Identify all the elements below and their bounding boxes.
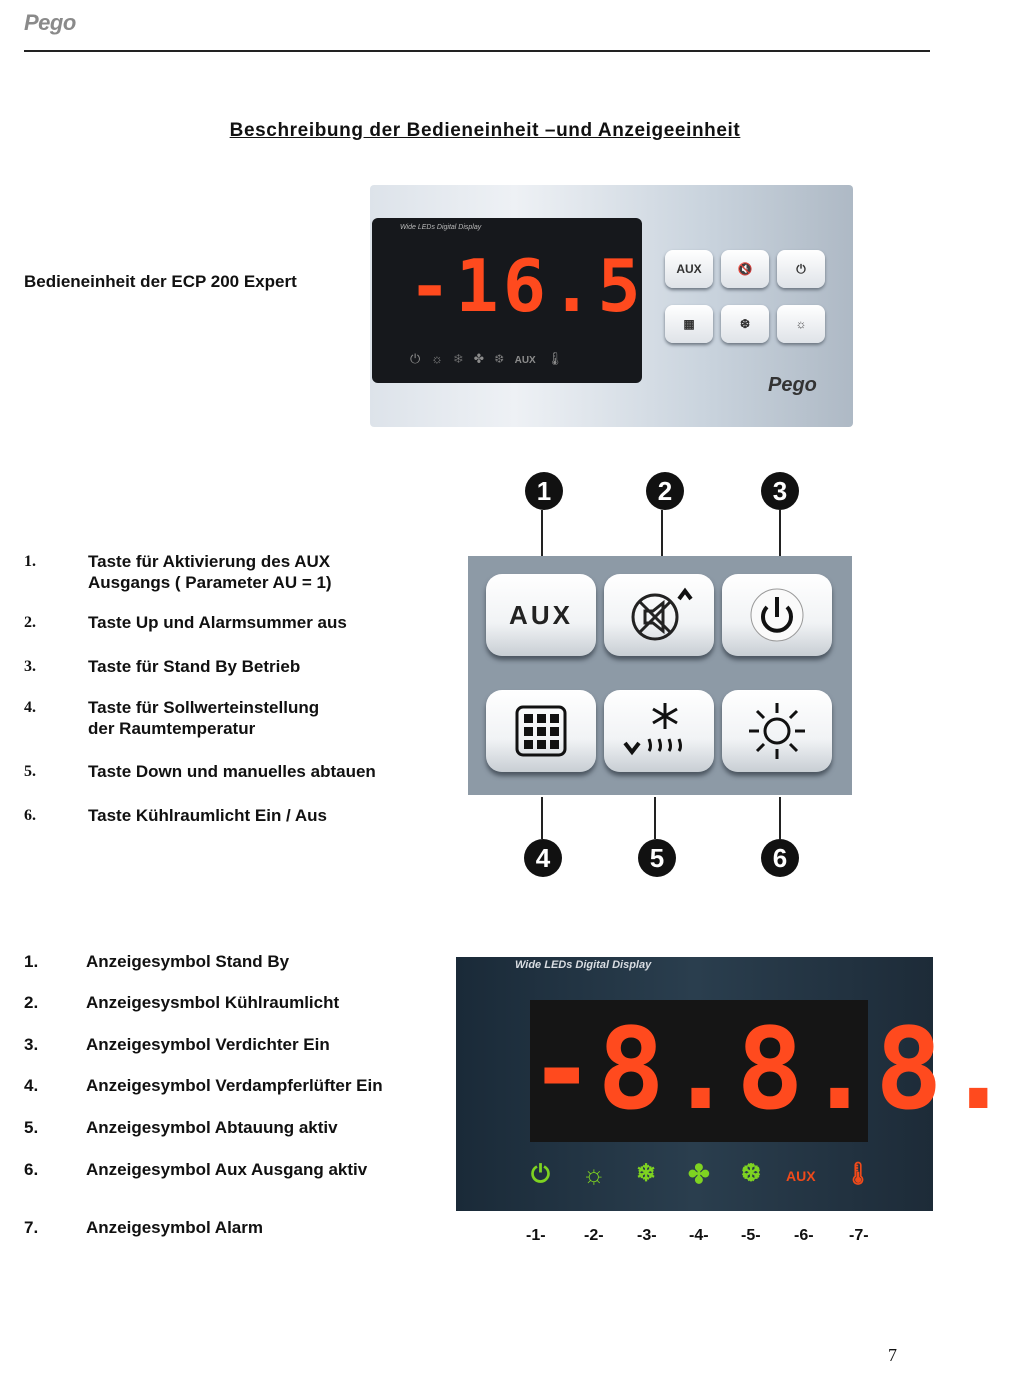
symbol-item-1-text: Anzeigesymbol Stand By [86,952,290,971]
symbol-item-3-text: Anzeigesymbol Verdichter Ein [86,1035,330,1054]
mute-icon: 🔇 [737,262,753,276]
button-item-6-number: 6. [24,807,36,824]
leader-line-4 [541,797,543,839]
symbol-item-1-number: 1. [24,952,39,971]
device-defrost-down-button [721,305,769,343]
page-number: 7 [888,1345,897,1365]
symbol-item-7-number: 7. [24,1218,39,1237]
badge-3: 3 [761,472,799,510]
indicator-label-7: -7- [849,1227,869,1244]
indicator-label-6: -6- [794,1227,814,1244]
symbol-item-5-text: Anzeigesymbol Abtauung aktiv [86,1118,338,1137]
power-icon: ⏻ [796,261,806,276]
setpoint-key [486,690,596,772]
page-title: Beschreibung der Bedieneinheit –und Anzeigeeinheit [229,120,741,141]
button-item-3-text: Taste für Stand By Betrieb [88,657,301,676]
badge-4: 4 [524,839,562,877]
button-item-2-number: 2. [24,614,36,631]
display-caption: Wide LEDs Digital Display [515,959,652,971]
device-mute-up-button [721,250,769,288]
leader-line-6 [779,797,781,839]
aux-key [486,574,596,656]
grid-icon: ▦ [683,317,695,331]
defrost-indicator-icon: ❆ [741,1160,762,1187]
button-item-2-text: Taste Up und Alarmsummer aus [88,613,347,632]
light-icon: ☼ [795,317,807,331]
fan-icon: ✤ [473,351,484,366]
leader-line-2 [661,510,663,558]
keypad-grid-icon [511,701,571,761]
standby-indicator-icon: ⏻ [531,1161,550,1188]
symbol-item-2-number: 2. [24,993,39,1012]
aux-indicator: AUX [786,1168,816,1184]
symbol-item-6-text: Anzeigesymbol Aux Ausgang aktiv [86,1160,368,1179]
device-brand: Pego [768,374,817,396]
alarm-indicator-icon: 🌡 [844,1161,872,1186]
alarm-icon: 🌡 [546,351,564,366]
light-icon: ☼ [431,351,444,366]
indicator-label-1: -1- [526,1227,546,1244]
indicator-label-4: -4- [689,1227,709,1244]
light-icon [745,699,809,763]
device-light-button [777,305,825,343]
button-item-6-text: Taste Kühlraumlicht Ein / Aus [88,806,327,825]
defrost-icon: ❆ [494,351,504,366]
device-aux-button: AUX [665,250,713,288]
symbol-item-6-number: 6. [24,1160,39,1179]
device-indicator-row [410,351,563,367]
indicator-label-2: -2- [584,1227,604,1244]
badge-5: 5 [638,839,676,877]
compressor-indicator-icon: ❄ [636,1160,657,1187]
unit-label: Bedieneinheit der ECP 200 Expert [24,272,297,291]
standby-key [722,574,832,656]
button-item-4-number: 4. [24,699,36,716]
button-item-4-text: Taste für Sollwerteinstellung der Raumtemperatur [88,698,320,738]
badge-1: 1 [525,472,563,510]
device-setpoint-button [665,305,713,343]
button-item-5-text: Taste Down und manuelles abtauen [88,762,376,781]
leader-line-5 [654,797,656,839]
symbol-item-4-number: 4. [24,1076,39,1095]
power-icon [747,585,807,645]
symbol-item-7-text: Anzeigesymbol Alarm [86,1218,263,1237]
fan-indicator-icon: ✤ [688,1159,710,1189]
leader-line-3 [779,510,781,558]
mute-up-key [604,574,714,656]
defrost-down-icon [619,699,699,763]
symbol-item-3-number: 3. [24,1035,39,1054]
symbol-item-4-text: Anzeigesymbol Verdampferlüfter Ein [86,1076,383,1095]
indicator-label-5: -5- [741,1227,761,1244]
mute-up-icon [619,585,699,645]
button-item-3-number: 3. [24,658,36,675]
header-rule [24,50,930,52]
button-item-5-number: 5. [24,763,36,780]
light-indicator-icon: ☼ [582,1159,606,1189]
device-standby-button [777,250,825,288]
button-item-1-number: 1. [24,553,36,570]
snowflake-icon: ❄ [453,351,463,366]
button-item-1-text: Taste für Aktivierung des AUX Ausgangs ( Parameter AU = 1) [88,552,332,592]
device-aux-indicator: AUX [514,355,536,366]
device-reading: -16.5 [408,244,645,328]
pego-logo: Pego [24,10,76,35]
symbol-item-2-text: Anzeigesysmbol Kühlraumlicht [86,993,340,1012]
symbol-item-5-number: 5. [24,1118,39,1137]
defrost-down-key [604,690,714,772]
aux-key-label: AUX [509,599,573,630]
device-display-caption: Wide LEDs Digital Display [400,224,482,231]
indicator-label-3: -3- [637,1227,657,1244]
leader-line-1 [541,510,543,558]
badge-2: 2 [646,472,684,510]
badge-6: 6 [761,839,799,877]
power-icon: ⏻ [410,351,421,366]
light-key [722,690,832,772]
defrost-icon: ❆ [739,317,751,331]
display-digits: -8.8.8. [528,1005,1014,1135]
